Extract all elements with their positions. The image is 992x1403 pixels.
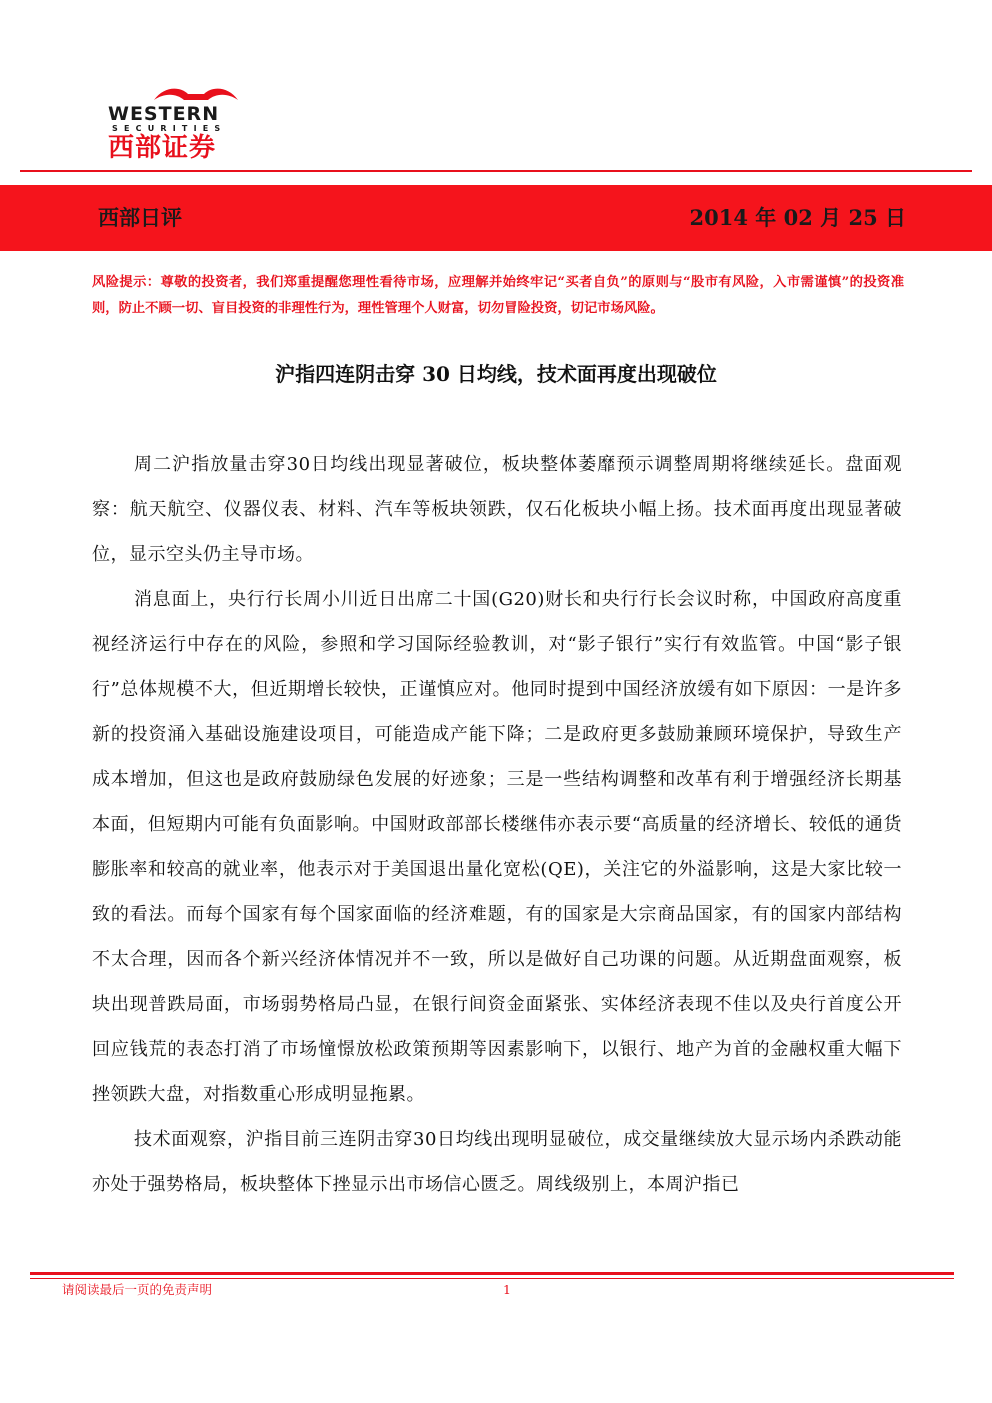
logo-subtitle: SECURITIES	[112, 124, 227, 133]
body-paragraph: 技术面观察，沪指目前三连阴击穿30日均线出现明显破位，成交量继续放大显示场内杀跌动能亦处于强势格局，板块整体下挫显示出市场信心匮乏。周线级别上，本周沪指已	[92, 1129, 902, 1195]
header-divider	[20, 170, 972, 172]
report-date: 2014 年 02 月 25 日	[689, 205, 906, 230]
report-series-title: 西部日评	[98, 205, 182, 230]
article-body	[92, 442, 902, 1207]
footer-divider	[30, 1272, 954, 1275]
header-band	[0, 185, 992, 251]
risk-notice: 风险提示：尊敬的投资者，我们郑重提醒您理性看待市场，应理解并始终牢记“买者自负”的原则与“股市有风险，入市需谨慎”的投资准则，防止不顾一切、盲目投资的非理性行为，理性管理个人财富，切勿冒险投资，切记市场风险。	[92, 275, 904, 316]
body-paragraph: 消息面上，央行行长周小川近日出席二十国(G20)财长和央行行长会议时称，中国政府高度重视经济运行中存在的风险，参照和学习国际经验教训，对“影子银行”实行有效监管。中国“影子银行”总体规模不大，但近期增长较快，正谨慎应对。他同时提到中国经济放缓有如下原因：一是许多新的投资涌入基础设施建设项目，可能造成产能下降；二是政府更多鼓励兼顾环境保护，导致生产成本增加，但这也是政府鼓励绿色发展的好迹象；三是一些结构调整和改革有利于增强经济长期基本面，但短期内可能有负面影响。中国财政部部长楼继伟亦表示要“高质量的经济增长、较低的通货膨胀率和较高的就业率，他表示对于美国退出量化宽松(QE)，关注它的外溢影响，这是大家比较一致的看法。而每个国家有每个国家面临的经济难题，有的国家是大宗商品国家，有的国家内部结构不太合理，因而各个新兴经济体情况并不一致，所以是做好自己功课的问题。从近期盘面观察，板块出现普跌局面，市场弱势格局凸显，在银行间资金面紧张、实体经济表现不佳以及央行首度公开回应钱荒的表态打消了市场憧憬放松政策预期等因素影响下，以银行、地产为首的金融权重大幅下挫领跌大盘，对指数重心形成明显拖累。	[92, 589, 902, 1105]
logo-chinese-name: 西部证券	[108, 133, 217, 163]
footer-disclaimer: 请阅读最后一页的免责声明	[62, 1282, 213, 1297]
body-paragraph: 周二沪指放量击穿30日均线出现显著破位，板块整体萎靡预示调整周期将继续延长。盘面观察：航天航空、仪器仪表、材料、汽车等板块领跌，仅石化板块小幅上扬。技术面再度出现显著破位，显示空头仍主导市场。	[92, 454, 902, 565]
logo-word: WESTERN	[108, 103, 220, 125]
western-securities-logo	[108, 84, 280, 164]
page-number: 1	[503, 1282, 511, 1297]
footer-divider-thin	[30, 1278, 954, 1279]
article-headline: 沪指四连阴击穿 30 日均线，技术面再度出现破位	[275, 362, 717, 386]
